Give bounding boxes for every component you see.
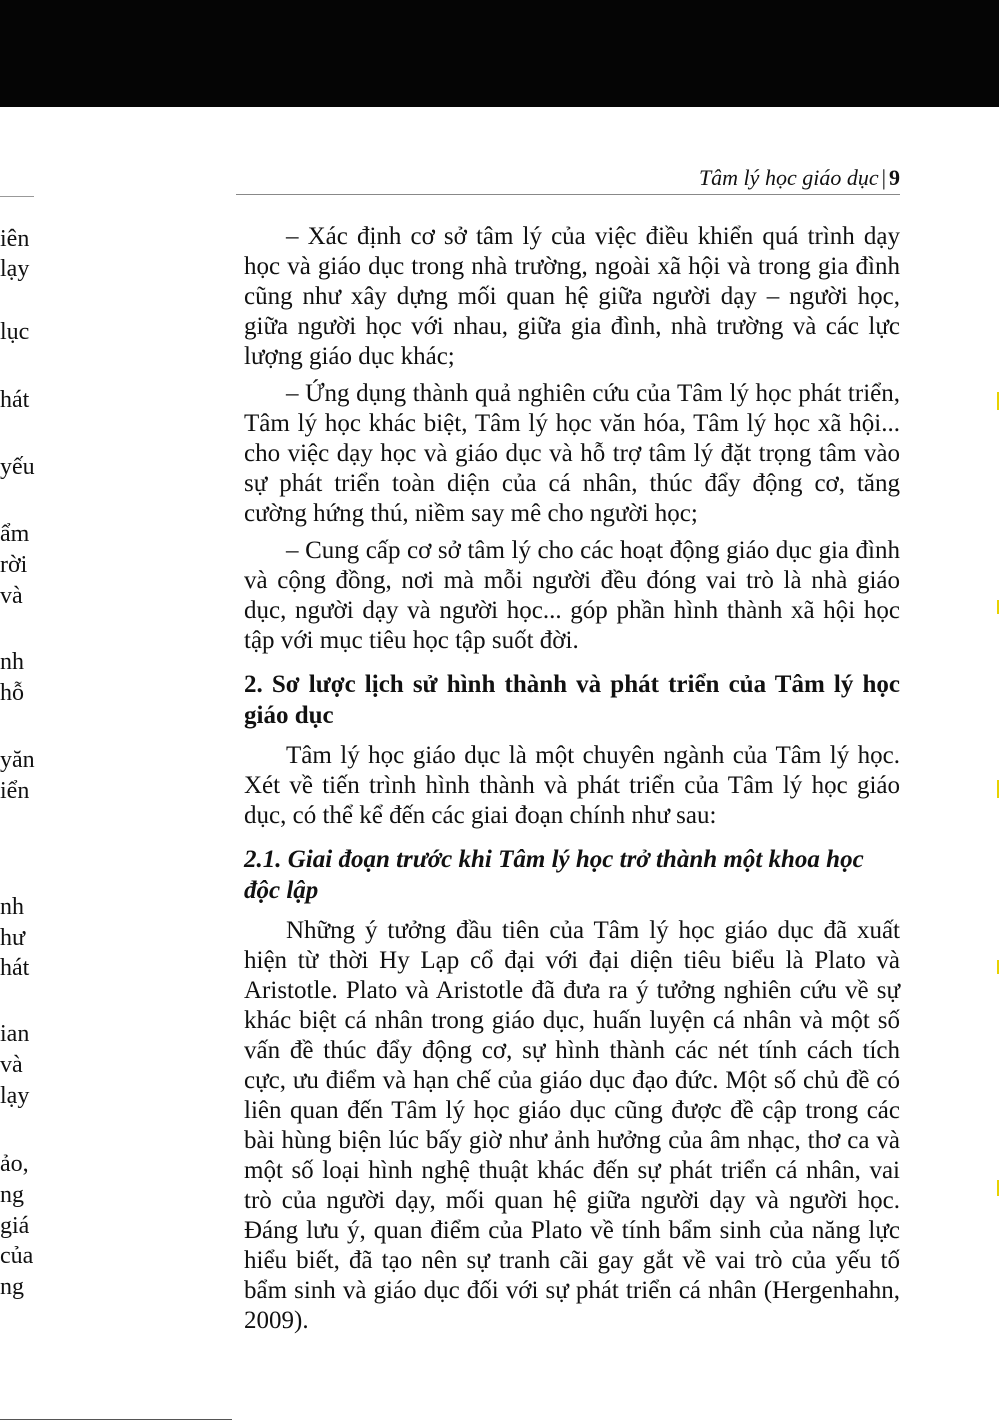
previous-page-fragment: nh — [0, 649, 24, 675]
previous-page-fragment: iên — [0, 226, 30, 252]
section-paragraph: Tâm lý học giáo dục là một chuyên ngành của Tâm lý học. Xét về tiến trình hình thành và phát triển của Tâm lý học giáo dục, có thể kể đến các giai đoạn chính như sau: — [244, 742, 900, 829]
previous-page-fragment: lục — [0, 319, 30, 345]
previous-page-fragment: iển — [0, 778, 30, 804]
previous-page-fragment: ng — [0, 1274, 24, 1300]
previous-page-fragment: của — [0, 1243, 34, 1269]
previous-page-fragment: hát — [0, 955, 30, 981]
previous-page-fragment: yếu — [0, 454, 35, 480]
section-heading: 2. Sơ lược lịch sử hình thành và phát triển của Tâm lý học giáo dục — [244, 671, 900, 729]
subsection-paragraph: Những ý tưởng đầu tiên của Tâm lý học giáo dục đã xuất hiện từ thời Hy Lạp cổ đại với đại diện tiêu biểu là Plato và Aristotle. Plato và Aristotle đã đưa ra ý tưởng nghiên cứu về sự khác biệt cá nhân trong giáo dục, huấn luyện cá nhân và một số vấn đề thúc đẩy động cơ, sự hình thành các nét tính cách tích cực, ưu điểm và hạn chế của giáo dục đạo đức. Một số chủ đề có liên quan đến Tâm lý học giáo dục cũng được đề cập trong các bài hùng biện lúc bấy giờ như ảnh hưởng của âm nhạc, thơ ca và một số loại hình nghệ thuật khác đến sự phát triển cá nhân, vai trò của người dạy, mối quan hệ giữa người dạy và người học. Đáng lưu ý, quan điểm của Plato về tính bẩm sinh của năng lực hiểu biết, đã tạo nên sự tranh cãi gay gắt về vai trò của yếu tố bẩm sinh và giáo dục đối với sự phát triển cá nhân (Hergenhahn, 2009). — [244, 917, 900, 1334]
previous-page-fragment: ng — [0, 1182, 24, 1208]
previous-page-fragment: nh — [0, 894, 24, 920]
bullet-paragraph: – Cung cấp cơ sở tâm lý cho các hoạt động giáo dục gia đình và cộng đồng, nơi mà mỗi người đều đóng vai trò là nhà giáo dục, người dạy và người học... góp phần hình thành xã hội học tập với mục tiêu học tập suốt đời. — [244, 537, 900, 654]
previous-page-fragment: hư — [0, 925, 26, 951]
bullet-paragraph: – Xác định cơ sở tâm lý của việc điều khiển quá trình dạy học và giáo dục trong nhà trường, ngoài xã hội và trong gia đình cũng như xây dựng mối quan hệ giữa người dạy – người học, giữa người học với nhau, giữa gia đình, nhà trường và các lực lượng giáo dục khác; — [244, 223, 900, 370]
scan-top-dark-band — [0, 0, 999, 107]
running-header-title: Tâm lý học giáo dục — [698, 165, 879, 190]
previous-page-fragment: hát — [0, 387, 30, 413]
previous-page-fragment: giá — [0, 1213, 30, 1239]
previous-page-fragment: ảo, — [0, 1151, 29, 1177]
subsection-heading: 2.1. Giai đoạn trước khi Tâm lý học trở thành một khoa học độc lập — [244, 846, 864, 904]
previous-page-fragment: và — [0, 1052, 23, 1078]
previous-page-fragment: ẩm — [0, 521, 30, 547]
previous-page-header-rule — [0, 196, 34, 197]
previous-page-fragment: rời — [0, 552, 28, 578]
previous-page-fragment: yăn — [0, 747, 35, 773]
bottom-edge-rule — [0, 1419, 232, 1420]
page-number: 9 — [889, 165, 900, 190]
running-header — [236, 163, 900, 195]
previous-page-fragment: hỗ — [0, 680, 24, 706]
bullet-paragraph: – Ứng dụng thành quả nghiên cứu của Tâm lý học phát triển, Tâm lý học khác biệt, Tâm lý học văn hóa, Tâm lý học xã hội... cho việc dạy học và giáo dục và hỗ trợ tâm lý đặt trọng tâm vào sự phát triển toàn diện của cá nhân, thúc đẩy động cơ, tăng cường hứng thú, niềm say mê cho người học; — [244, 380, 900, 527]
running-header-separator: | — [881, 165, 886, 190]
previous-page-fragment: ian — [0, 1021, 30, 1047]
previous-page-fragment: lạy — [0, 256, 30, 282]
main-text-column — [244, 222, 900, 1343]
previous-page-fragment: lạy — [0, 1083, 30, 1109]
previous-page-fragment: và — [0, 583, 23, 609]
